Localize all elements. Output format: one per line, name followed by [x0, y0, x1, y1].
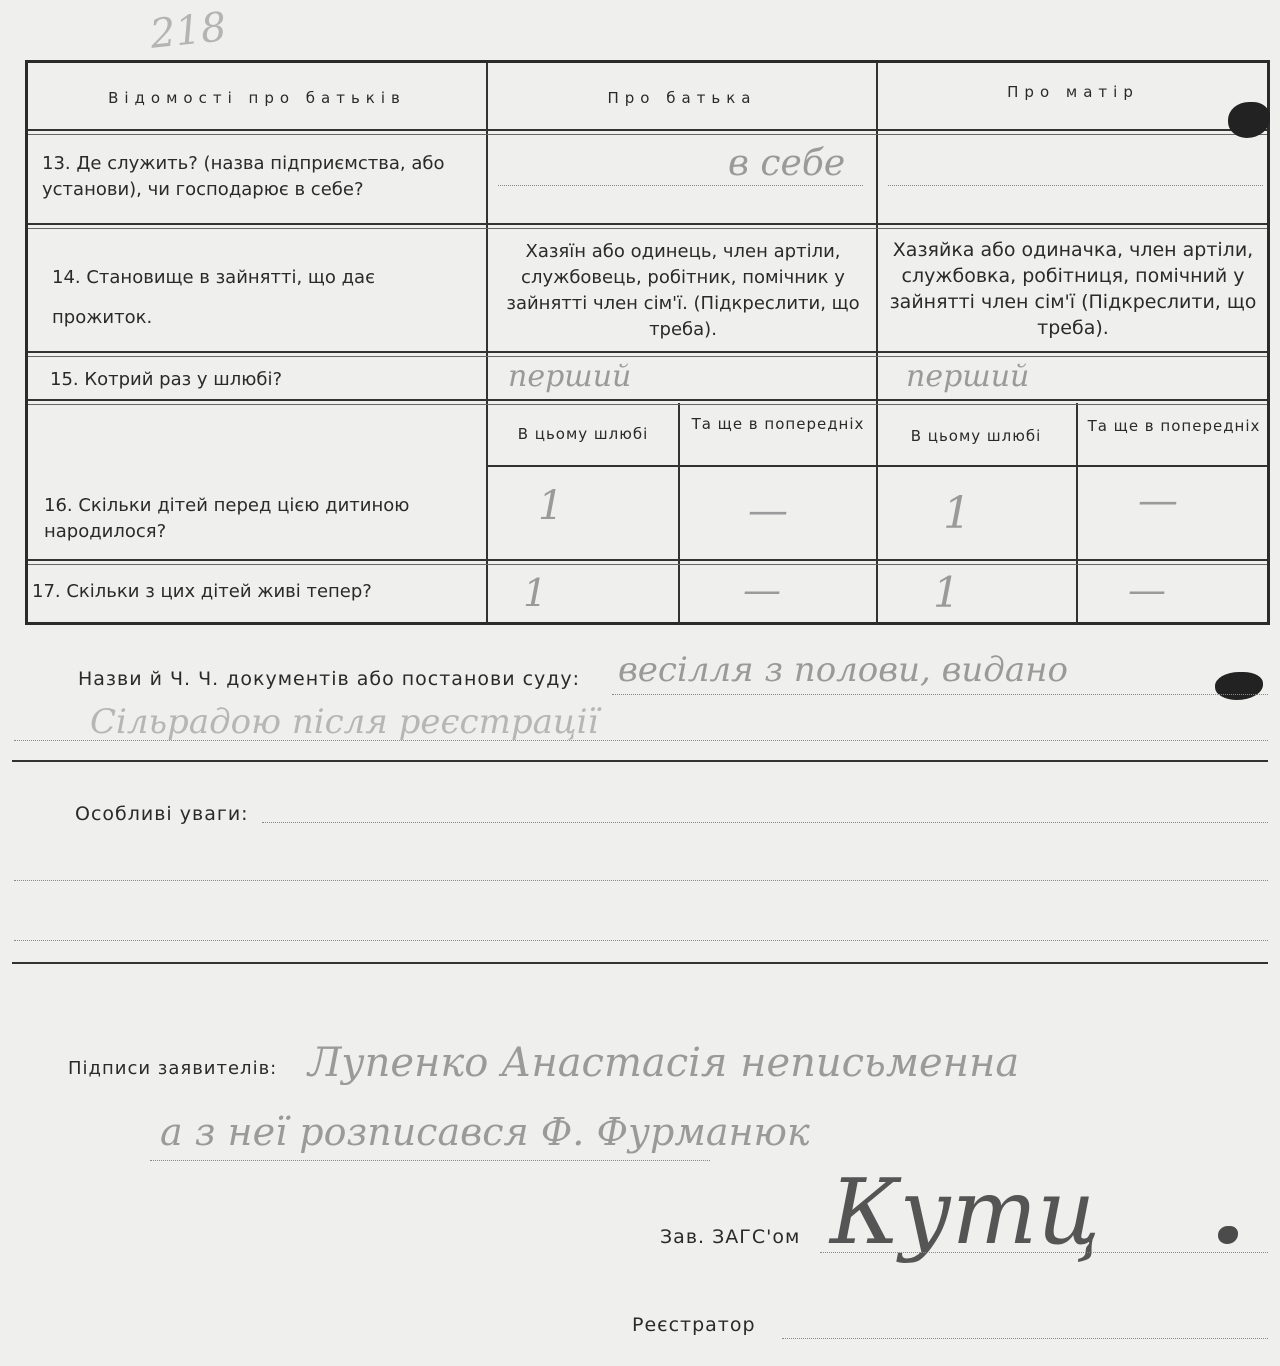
remarks-line-2 — [14, 880, 1268, 881]
row17-father-this: 1 — [523, 571, 548, 615]
row-divider-15 — [28, 399, 1267, 405]
header-mother: Про матір — [1007, 83, 1139, 101]
row-divider-header — [28, 129, 1267, 135]
subheader-father-previous: Та ще в попередніх — [691, 415, 865, 433]
ink-stain — [1218, 1226, 1238, 1244]
registrar-label: Реєстратор — [632, 1314, 756, 1336]
row13-question: 13. Де служить? (назва підприємства, або установи), чи господарює в себе? — [42, 153, 445, 200]
subheader-divider — [486, 465, 1267, 467]
row16-mother-this: 1 — [943, 488, 971, 539]
row13-father-line — [498, 185, 863, 186]
row17-mother-this: 1 — [933, 568, 960, 617]
subheader-mother-this-marriage: В цьому шлюбі — [910, 427, 1042, 445]
remarks-line-3 — [14, 940, 1268, 941]
parents-info-table — [25, 60, 1270, 625]
row17-question: 17. Скільки з цих дітей живі тепер? — [32, 581, 372, 602]
row14-father-options: Хазяїн або одинець, член артіли, службовець, робітник, помічник у зайнятті член сім'ї. (Підкреслити, що треба). — [506, 241, 860, 340]
row17-father-previous: — — [743, 568, 781, 612]
row15-question: 15. Котрий раз у шлюбі? — [50, 369, 283, 390]
col-divider-1 — [486, 63, 488, 623]
row-divider-14 — [28, 351, 1267, 357]
ink-stain — [1215, 672, 1263, 700]
row13-father-handwriting: в себе — [728, 143, 846, 184]
col-divider-mother-sub — [1076, 403, 1078, 623]
page-number: 218 — [147, 4, 229, 58]
signatures-label: Підписи заявителів: — [68, 1058, 278, 1079]
header-father: Про батька — [607, 89, 757, 107]
remarks-line-1 — [262, 822, 1268, 823]
documents-rule — [12, 760, 1268, 762]
row16-father-this: 1 — [538, 483, 564, 529]
col-divider-father-sub — [678, 403, 680, 623]
documents-line-1 — [612, 694, 1268, 695]
row-divider-13 — [28, 223, 1267, 229]
row15-mother-handwriting: перший — [906, 359, 1030, 394]
zags-head-line — [820, 1252, 1268, 1253]
row-divider-16 — [28, 559, 1267, 565]
header-parents-info: Відомості про батьків — [108, 89, 406, 107]
documents-label: Назви й Ч. Ч. документів або постанови суду: — [78, 668, 581, 690]
row15-father-handwriting: перший — [508, 359, 632, 394]
zags-head-signature: Кутц — [830, 1160, 1100, 1265]
signatures-handwriting-2: а з неї розписався Ф. Фурманюк — [160, 1110, 810, 1154]
row16-mother-previous: — — [1138, 478, 1178, 524]
row14-mother-options: Хазяйка або одиначка, член артіли, службовка, робітниця, помічний у зайнятті член сім'ї (Підкреслити, що треба). — [889, 239, 1257, 339]
remarks-rule — [12, 962, 1268, 964]
row16-question: 16. Скільки дітей перед цією дитиною народилося? — [44, 495, 410, 542]
registrar-line — [782, 1338, 1268, 1339]
zags-head-label: Зав. ЗАГС'ом — [660, 1226, 801, 1248]
documents-handwriting-2: Сільрадою після реєстрації — [90, 702, 599, 742]
row17-mother-previous: — — [1128, 568, 1166, 612]
signatures-handwriting-1: Лупенко Анастасія неписьменна — [308, 1040, 1020, 1086]
row14-question: 14. Становище в зайнятті, що дає прожиток. — [52, 267, 375, 328]
remarks-label: Особливі уваги: — [75, 803, 249, 825]
row13-mother-line — [888, 185, 1263, 186]
documents-handwriting-1: весілля з полови, видано — [618, 650, 1068, 690]
col-divider-2 — [876, 63, 878, 623]
subheader-father-this-marriage: В цьому шлюбі — [517, 425, 649, 443]
signatures-line — [150, 1160, 710, 1161]
row16-father-previous: — — [748, 488, 788, 534]
subheader-mother-previous: Та ще в попередніх — [1087, 417, 1261, 435]
